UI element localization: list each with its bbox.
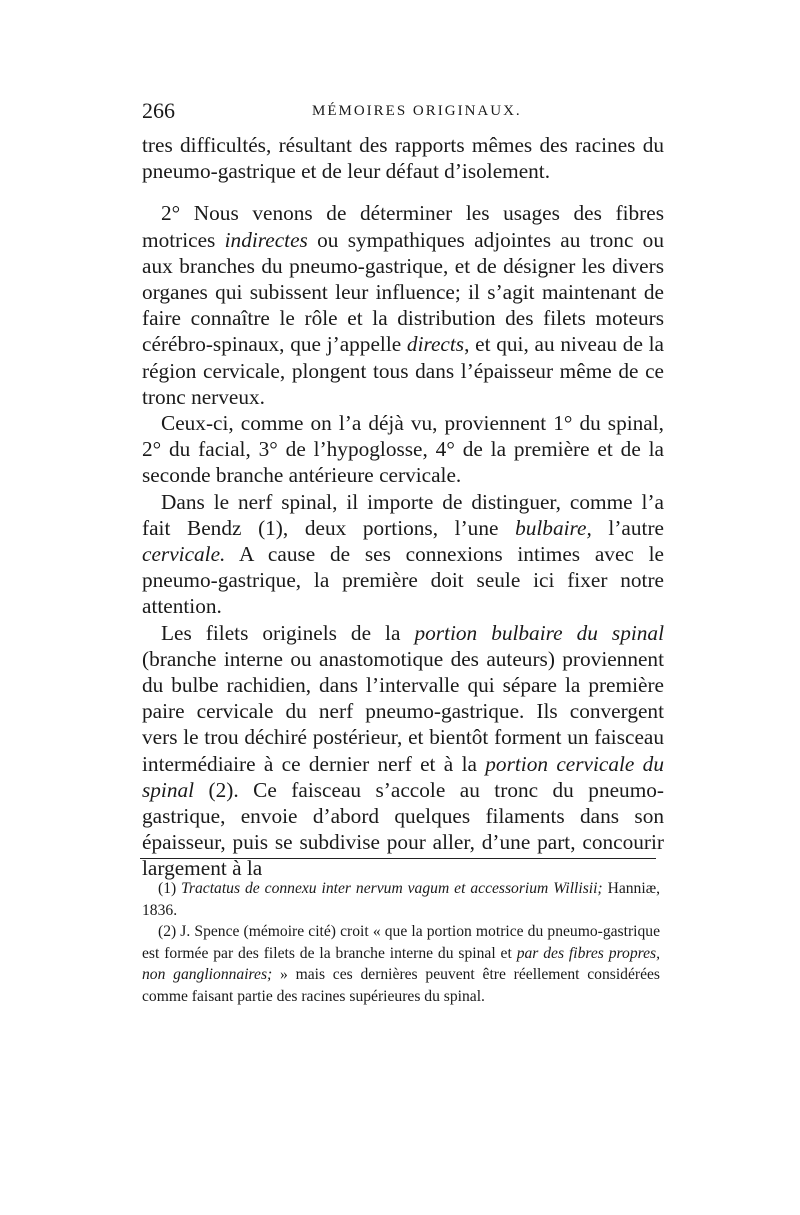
footnote-2	[142, 921, 660, 1007]
page-header	[142, 98, 662, 128]
running-title: MÉMOIRES ORIGINAUX.	[312, 103, 522, 119]
text-span: (2). Ce faisceau s’accole au tronc du pneumo-gastrique, envoie d’abord quelques filaments dans son épaisseur, puis se subdivise pour aller, d’une part, concourir largement à la	[142, 777, 664, 881]
text-span: Dans le nerf spinal, il importe de distinguer, comme l’a fait Bendz (1), deux portions, l’une	[142, 489, 664, 540]
paragraph-2	[142, 200, 664, 410]
footnote-1	[142, 878, 660, 921]
footnotes	[142, 878, 660, 1007]
italic-title: Tractatus de connexu inter nervum vagum et accessorium Willisii;	[181, 880, 603, 897]
italic-term: bulbaire,	[515, 515, 592, 540]
text-span: A cause de ses connexions intimes avec le pneumo-gastrique, la première doit seule ici fixer notre attention.	[142, 542, 664, 619]
italic-term: cervicale.	[142, 542, 226, 567]
italic-term: directs	[406, 332, 465, 357]
page-number: 266	[142, 98, 175, 123]
footnote-divider	[140, 858, 656, 859]
italic-quote: par des fibres propres, non ganglionnaires;	[142, 944, 660, 983]
text-span: ou sympathiques adjointes au tronc ou aux branches du pneumo-gastrique, et de désigner les divers organes qui subissent leur influence; il s’agit maintenant de faire connaître le rôle et la distribution des filets moteurs cérébro-spinaux, que j’appelle	[142, 227, 664, 357]
text-span: (branche interne ou anastomotique des auteurs) proviennent du bulbe rachidien, dans l’intervalle qui sépare la première paire cervicale du nerf pneumo-gastrique. Ils convergent vers le trou déchiré postérieur, et bientôt forment un faisceau intermédiaire à ce dernier nerf et à la	[142, 646, 664, 776]
footnote-marker: (1)	[158, 880, 182, 897]
italic-term: indirectes	[224, 227, 308, 252]
paragraph-1: tres difficultés, résultant des rapports mêmes des racines du pneumo-gastrique et de leur défaut d’isolement.	[142, 133, 664, 184]
text-span: 2° Nous venons de déterminer les usages des fibres motrices	[142, 201, 664, 252]
text-span: » mais ces dernières peuvent être réellement considérées comme faisant partie des racines supérieures du spinal.	[142, 966, 660, 1005]
paragraph-3: Ceux-ci, comme on l’a déjà vu, proviennent 1° du spinal, 2° du facial, 3° de l’hypoglosse, 4° de la première et de la seconde branche antérieure cervicale.	[142, 411, 664, 488]
text-span: (2) J. Spence (mémoire cité) croit « que la portion motrice du pneumo-gastrique est formée par des filets de la branche interne du spinal et	[142, 923, 660, 962]
paragraph-4	[142, 489, 664, 620]
text-span: , et qui, au niveau de la région cervicale, plongent tous dans l’épaisseur même de ce tronc nerveux.	[142, 332, 664, 409]
italic-term: portion bulbaire du spinal	[414, 620, 664, 645]
text-span: Hanniæ, 1836.	[142, 880, 660, 919]
paragraph-5	[142, 620, 664, 882]
text-span: Les filets originels de la	[161, 620, 415, 645]
italic-term: portion cervicale du spinal	[142, 751, 664, 802]
main-text	[142, 132, 664, 882]
text-span: l’autre	[591, 515, 664, 540]
